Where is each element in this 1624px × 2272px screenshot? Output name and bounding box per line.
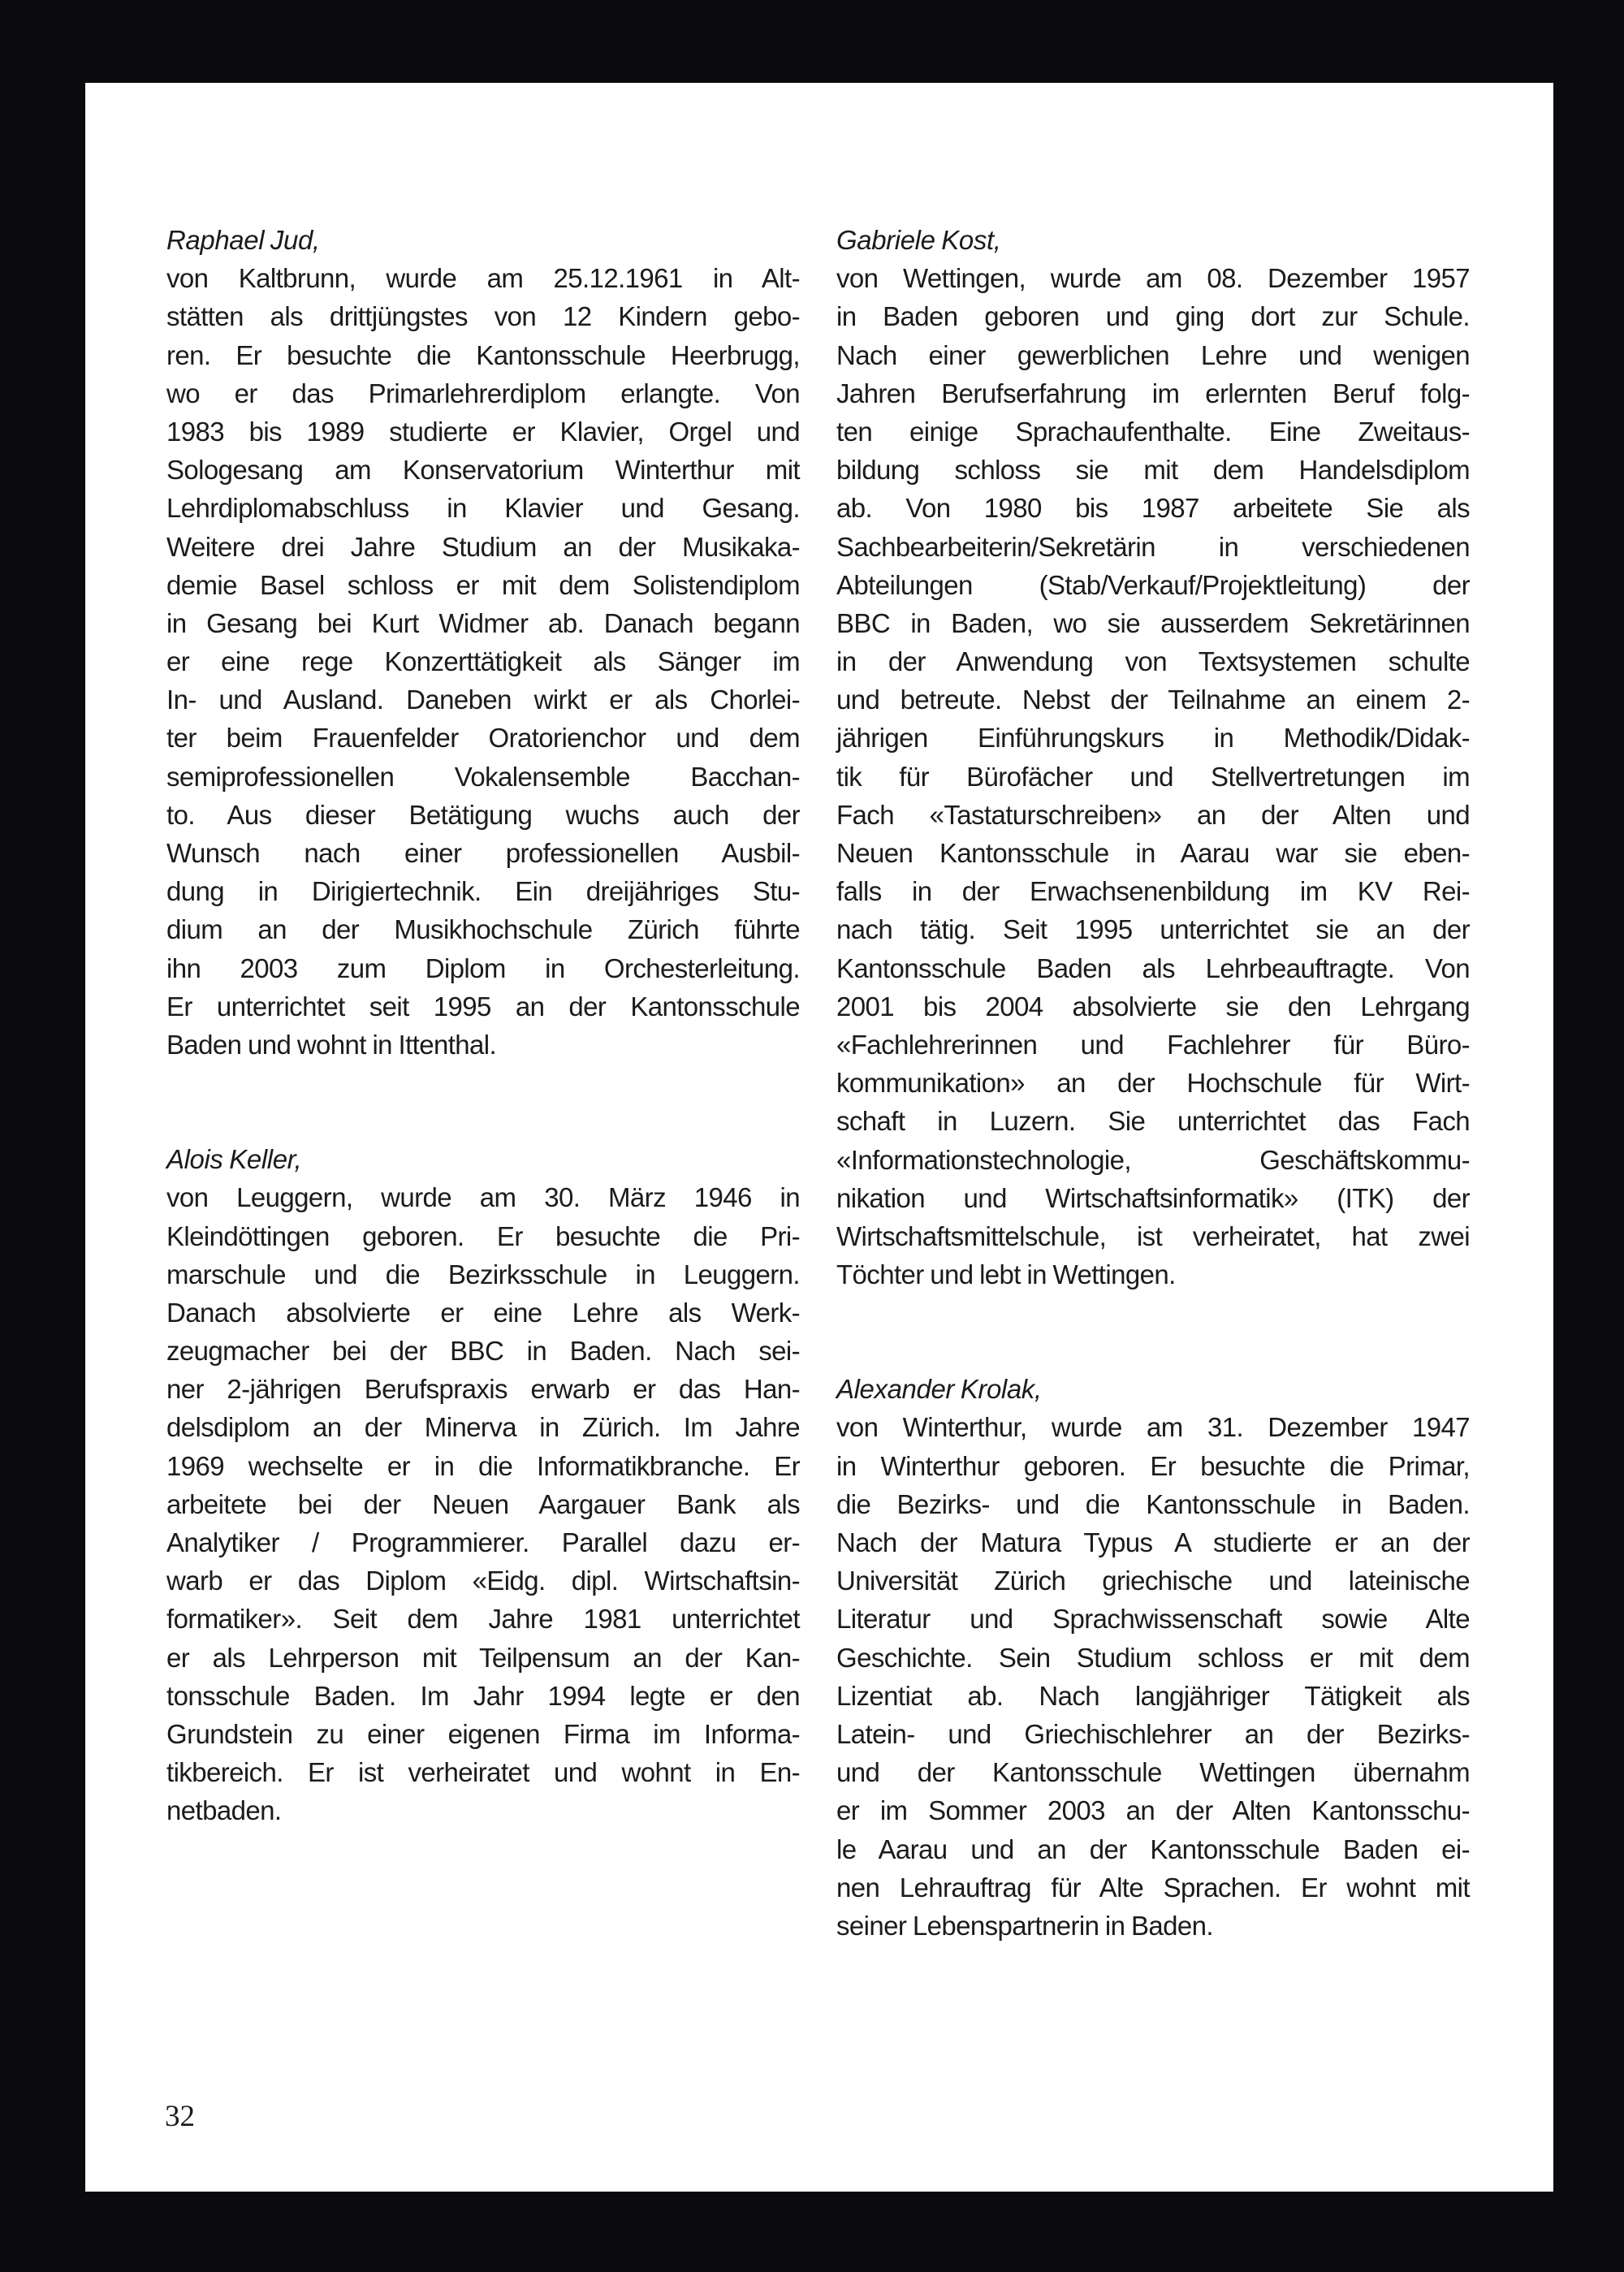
bio-name: Gabriele Kost, [836,225,1001,255]
bio-text-line: Latein- und Griechischlehrer an der Bezirks- [836,1718,1470,1749]
bio-text-line: Kantonsschule Baden als Lehrbeauftragte. Von [836,952,1470,983]
bio-text-line: ren. Er besuchte die Kantonsschule Heerbrugg, [166,339,800,370]
bio-text-line: tonsschule Baden. Im Jahr 1994 legte er den [166,1680,800,1711]
bio-text-line: ter beim Frauenfelder Oratorienchor und dem [166,723,800,754]
bio-text-line: und der Kantonsschule Wettingen übernahm [836,1757,1470,1788]
bio-text-line: in Baden geboren und ging dort zur Schule. [836,301,1470,332]
bio-entry [166,221,800,1064]
bio-text-line: Grundstein zu einer eigenen Firma im Informa- [166,1718,800,1749]
bio-text-line: Universität Zürich griechische und lateinische [836,1566,1470,1596]
bio-text-line: ihn 2003 zum Diplom in Orchesterleitung. [166,952,800,983]
bio-text-line: netbaden. [166,1795,282,1826]
bio-text-line: Wirtschaftsmittelschule, ist verheiratet, hat zwei [836,1220,1470,1251]
bio-text-line: von Leuggern, wurde am 30. März 1946 in [166,1182,800,1213]
bio-text-line: Er unterrichtet seit 1995 an der Kantonsschule [166,991,800,1022]
bio-text-line: dium an der Musikhochschule Zürich führte [166,914,800,945]
left-column [166,221,800,1830]
bio-text-line: to. Aus dieser Betätigung wuchs auch der [166,799,800,830]
bio-text-line: von Wettingen, wurde am 08. Dezember 1957 [836,263,1470,294]
bio-text-line: formatiker». Seit dem Jahre 1981 unterrichtet [166,1604,800,1635]
bio-text-line: Kleindöttingen geboren. Er besuchte die Pri- [166,1220,800,1251]
bio-text-line: Abteilungen (Stab/Verkauf/Projektleitung) der [836,569,1470,600]
bio-text-line: in der Anwendung von Textsystemen schulte [836,646,1470,677]
bio-text-line: in Gesang bei Kurt Widmer ab. Danach begann [166,607,800,638]
bio-text-line: von Winterthur, wurde am 31. Dezember 1947 [836,1412,1470,1443]
bio-text-line: Jahren Berufserfahrung im erlernten Beruf folg- [836,378,1470,408]
bio-text-line: Literatur und Sprachwissenschaft sowie Alte [836,1604,1470,1635]
bio-text-line: und betreute. Nebst der Teilnahme an einem 2- [836,685,1470,715]
bio-text-line: «Fachlehrerinnen und Fachlehrer für Büro- [836,1029,1470,1060]
bio-text-line: jährigen Einführungskurs in Methodik/Didak- [836,723,1470,754]
bio-text-line: Nach der Matura Typus A studierte er an der [836,1527,1470,1557]
page-number: 32 [165,2100,195,2133]
bio-text-line: von Kaltbrunn, wurde am 25.12.1961 in Alt- [166,263,800,294]
bio-text-line: nikation und Wirtschaftsinformatik» (ITK) der [836,1182,1470,1213]
bio-text-line: in Winterthur geboren. Er besuchte die Primar, [836,1450,1470,1481]
bio-text-line: Baden und wohnt in Ittenthal. [166,1029,497,1060]
bio-text-line: schaft in Luzern. Sie unterrichtet das Fach [836,1106,1470,1137]
bio-name: Alois Keller, [166,1144,302,1175]
bio-text-line: In- und Ausland. Daneben wirkt er als Chorlei- [166,685,800,715]
bio-entry [836,1370,1470,1945]
bio-text-line: zeugmacher bei der BBC in Baden. Nach sei- [166,1336,800,1367]
bio-text-line: kommunikation» an der Hochschule für Wirt- [836,1068,1470,1099]
document-page [85,83,1553,2192]
bio-text-line: nen Lehrauftrag für Alte Sprachen. Er wohnt mit [836,1872,1470,1903]
bio-text-line: wo er das Primarlehrerdiplom erlangte. Von [166,378,800,408]
bio-text-line: er eine rege Konzerttätigkeit als Sänger im [166,646,800,677]
bio-text-line: tikbereich. Er ist verheiratet und wohnt in En- [166,1757,800,1788]
bio-text-line: tik für Bürofächer und Stellvertretungen im [836,761,1470,792]
bio-text-line: Analytiker / Programmierer. Parallel dazu er- [166,1527,800,1557]
bio-text-line: stätten als drittjüngstes von 12 Kindern gebo- [166,301,800,332]
bio-text-line: le Aarau und an der Kantonsschule Baden ei- [836,1834,1470,1864]
bio-text-line: ab. Von 1980 bis 1987 arbeitete Sie als [836,493,1470,524]
bio-text-line: Töchter und lebt in Wettingen. [836,1259,1176,1290]
bio-text-line: warb er das Diplom «Eidg. dipl. Wirtschaftsin- [166,1566,800,1596]
bio-text-line: Lehrdiplomabschluss in Klavier und Gesang. [166,493,800,524]
bio-text-line: Sologesang am Konservatorium Winterthur mit [166,455,800,486]
bio-text-line: ner 2-jährigen Berufspraxis erwarb er das Han- [166,1374,800,1405]
bio-text-line: Nach einer gewerblichen Lehre und wenigen [836,339,1470,370]
bio-text-line: Weitere drei Jahre Studium an der Musikaka- [166,531,800,562]
bio-entry [166,1140,800,1829]
bio-text-line: nach tätig. Seit 1995 unterrichtet sie an der [836,914,1470,945]
bio-text-line: er im Sommer 2003 an der Alten Kantonsschu- [836,1795,1470,1826]
bio-text-line: Lizentiat ab. Nach langjähriger Tätigkeit als [836,1680,1470,1711]
bio-text-line: 1969 wechselte er in die Informatikbranche. Er [166,1450,800,1481]
bio-text-line: Neuen Kantonsschule in Aarau war sie eben- [836,838,1470,868]
bio-text-line: delsdiplom an der Minerva in Zürich. Im Jahre [166,1412,800,1443]
bio-text-line: semiprofessionellen Vokalensemble Bacchan- [166,761,800,792]
bio-text-line: er als Lehrperson mit Teilpensum an der Kan- [166,1642,800,1673]
bio-text-line: BBC in Baden, wo sie ausserdem Sekretärinnen [836,607,1470,638]
bio-text-line: bildung schloss sie mit dem Handelsdiplom [836,455,1470,486]
bio-text-line: 2001 bis 2004 absolvierte sie den Lehrgang [836,991,1470,1022]
bio-text-line: 1983 bis 1989 studierte er Klavier, Orgel und [166,416,800,447]
bio-entry [836,221,1470,1294]
bio-text-line: dung in Dirigiertechnik. Ein dreijähriges Stu- [166,876,800,907]
bio-text-line: die Bezirks- und die Kantonsschule in Baden. [836,1488,1470,1519]
bio-name: Raphael Jud, [166,225,320,255]
bio-text-line: Wunsch nach einer professionellen Ausbil- [166,838,800,868]
right-column [836,221,1470,1945]
bio-text-line: Fach «Tastaturschreiben» an der Alten und [836,799,1470,830]
bio-text-line: Geschichte. Sein Studium schloss er mit dem [836,1642,1470,1673]
bio-text-line: ten einige Sprachaufenthalte. Eine Zweitaus- [836,416,1470,447]
bio-text-line: falls in der Erwachsenenbildung im KV Rei- [836,876,1470,907]
bio-text-line: Sachbearbeiterin/Sekretärin in verschiedenen [836,531,1470,562]
bio-text-line: arbeitete bei der Neuen Aargauer Bank als [166,1488,800,1519]
bio-text-line: marschule und die Bezirksschule in Leuggern. [166,1259,800,1289]
bio-text-line: demie Basel schloss er mit dem Solistendiplom [166,569,800,600]
bio-text-line: seiner Lebenspartnerin in Baden. [836,1910,1213,1941]
bio-text-line: «Informationstechnologie, Geschäftskommu- [836,1144,1470,1175]
bio-name: Alexander Krolak, [836,1374,1042,1405]
bio-text-line: Danach absolvierte er eine Lehre als Werk- [166,1297,800,1328]
